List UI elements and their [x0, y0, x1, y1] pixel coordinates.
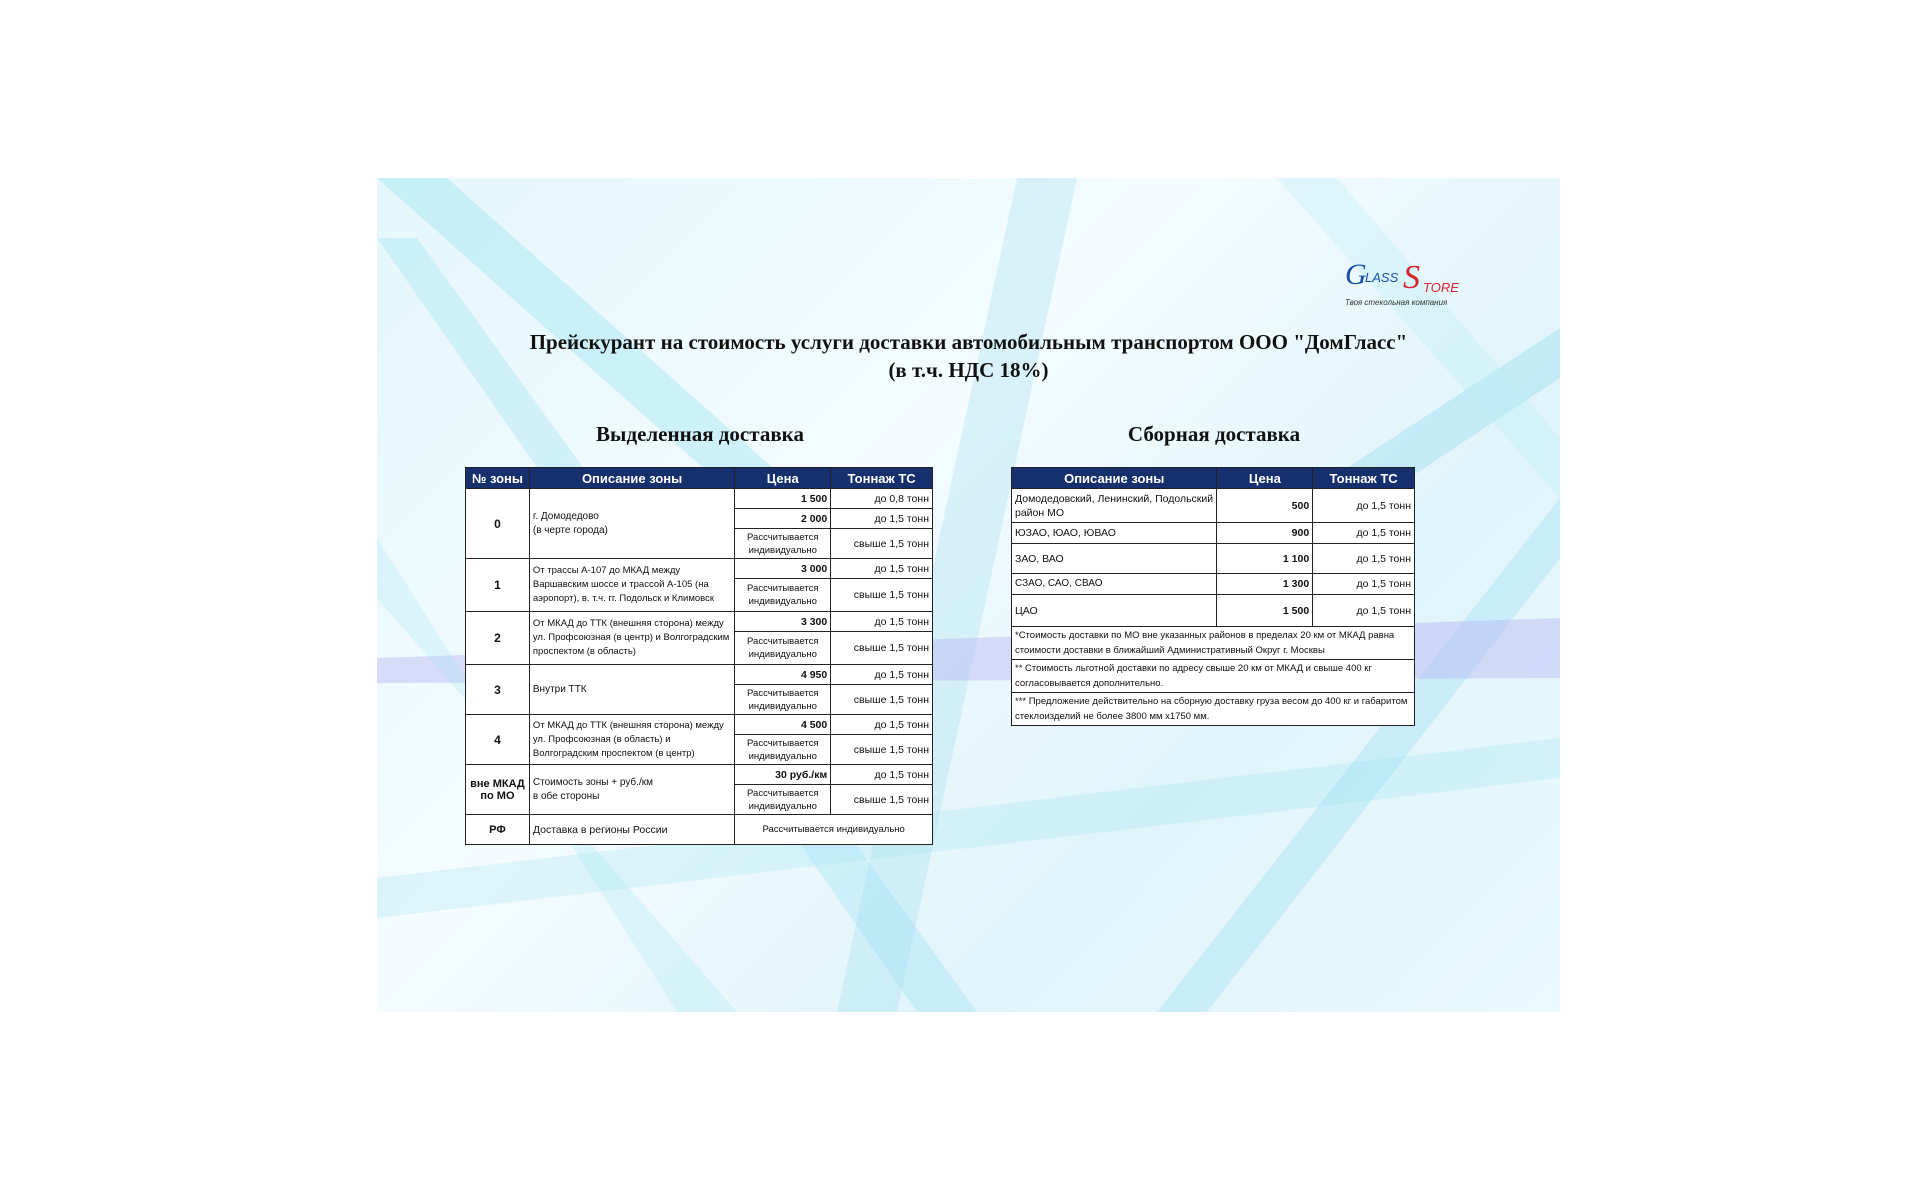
tonnage-cell: до 1,5 тонн	[831, 715, 933, 735]
individual-price-cell: Рассчитывается индивидуально	[735, 529, 831, 559]
svg-text:Твоя стекольная компания: Твоя стекольная компания	[1345, 298, 1448, 307]
column-header: Тоннаж ТС	[831, 468, 933, 489]
price-cell: 1 100	[1217, 544, 1313, 574]
table-row	[466, 815, 933, 845]
tonnage-cell: до 1,5 тонн	[831, 765, 933, 785]
price-cell: 3 300	[735, 612, 831, 632]
svg-text:S: S	[1403, 259, 1420, 296]
zone-description-note: (в черте города)	[532, 524, 608, 536]
zone-description: От МКАД до ТТК (внешняя сторона) между ул. Профсоюзная (в центр) и Волгоградским проспектом (в область)	[529, 612, 734, 665]
dedicated-delivery-table	[465, 467, 933, 845]
zone-number: 2	[466, 612, 530, 665]
table-row	[466, 559, 933, 579]
glassstore-logo	[1343, 250, 1483, 314]
zone-number: РФ	[466, 815, 530, 845]
price-cell: 4 500	[735, 715, 831, 735]
svg-text:TORE: TORE	[1423, 280, 1459, 295]
zone-description-main: г. Домодедово	[532, 510, 599, 522]
zone-number: 4	[466, 715, 530, 765]
price-cell: 900	[1217, 523, 1313, 544]
tonnage-cell: свыше 1,5 тонн	[831, 632, 933, 665]
group-delivery-heading: Сборная доставка	[1127, 422, 1301, 446]
table-row	[466, 489, 933, 509]
zone-description: Доставка в регионы России	[529, 815, 734, 845]
column-header: Описание зоны	[529, 468, 734, 489]
zone-number: 1	[466, 559, 530, 612]
zone-description-note: в обе стороны	[532, 790, 600, 802]
table-header-row	[466, 468, 933, 489]
group-delivery-table	[1011, 467, 1415, 726]
tonnage-cell: до 1,5 тонн	[1313, 595, 1415, 627]
individual-price-cell: Рассчитывается индивидуально	[735, 815, 933, 845]
zone-description: ЮЗАО, ЮАО, ЮВАО	[1012, 523, 1217, 544]
price-list-sheet	[377, 178, 1560, 1012]
page-title-line1: Прейскурант на стоимость услуги доставки автомобильным транспортом ООО "ДомГласс"	[529, 330, 1408, 354]
tonnage-cell: до 0,8 тонн	[831, 489, 933, 509]
footnote: *** Предложение действительно на сборную доставку груза весом до 400 кг и габаритом стеклоизделий не более 3800 мм х1750 мм.	[1012, 693, 1415, 726]
table-row	[466, 665, 933, 685]
table-row	[466, 715, 933, 735]
tonnage-cell: свыше 1,5 тонн	[831, 579, 933, 612]
zone-description: ЗАО, ВАО	[1012, 544, 1217, 574]
table-row	[1012, 574, 1415, 595]
table-row	[1012, 544, 1415, 574]
zone-number: 0	[466, 489, 530, 559]
zone-description: ЦАО	[1012, 595, 1217, 627]
table-header-row	[1012, 468, 1415, 489]
zone-description: Домодедовский, Ленинский, Подольский район МО	[1012, 489, 1217, 523]
tonnage-cell: свыше 1,5 тонн	[831, 735, 933, 765]
tonnage-cell: до 1,5 тонн	[1313, 574, 1415, 595]
logo-mark	[1343, 250, 1483, 314]
tonnage-cell: свыше 1,5 тонн	[831, 685, 933, 715]
svg-text:G: G	[1345, 258, 1367, 291]
price-cell: 1 300	[1217, 574, 1313, 595]
table-row	[1012, 627, 1415, 660]
dedicated-delivery-heading: Выделенная доставка	[596, 422, 804, 446]
footnote: *Стоимость доставки по МО вне указанных районов в пределах 20 км от МКАД равна стоимости доставки в ближайший Административный Округ г. Москвы	[1012, 627, 1415, 660]
zone-description: От трассы А-107 до МКАД между Варшавским шоссе и трассой А-105 (на аэропорт), в. т.ч. гг. Подольск и Климовск	[529, 559, 734, 612]
column-header: Тоннаж ТС	[1313, 468, 1415, 489]
price-cell: 30 руб./км	[735, 765, 831, 785]
column-header: Цена	[735, 468, 831, 489]
table-row	[1012, 693, 1415, 726]
price-cell: 3 000	[735, 559, 831, 579]
table-row	[1012, 660, 1415, 693]
page-title-line2: (в т.ч. НДС 18%)	[888, 358, 1049, 382]
zone-description: Внутри ТТК	[529, 665, 734, 715]
individual-price-cell: Рассчитывается индивидуально	[735, 735, 831, 765]
tonnage-cell: до 1,5 тонн	[831, 612, 933, 632]
tonnage-cell: до 1,5 тонн	[831, 509, 933, 529]
tonnage-cell: до 1,5 тонн	[1313, 523, 1415, 544]
individual-price-cell: Рассчитывается индивидуально	[735, 579, 831, 612]
zone-description-main: Стоимость зоны + руб./км	[532, 776, 653, 788]
price-cell: 2 000	[735, 509, 831, 529]
svg-text:LASS: LASS	[1365, 270, 1399, 285]
tonnage-cell: свыше 1,5 тонн	[831, 529, 933, 559]
individual-price-cell: Рассчитывается индивидуально	[735, 785, 831, 815]
zone-number: 3	[466, 665, 530, 715]
tonnage-cell: до 1,5 тонн	[1313, 544, 1415, 574]
zone-description: СЗАО, САО, СВАО	[1012, 574, 1217, 595]
individual-price-cell: Рассчитывается индивидуально	[735, 632, 831, 665]
tonnage-cell: свыше 1,5 тонн	[831, 785, 933, 815]
price-cell: 500	[1217, 489, 1313, 523]
price-cell: 1 500	[1217, 595, 1313, 627]
tonnage-cell: до 1,5 тонн	[831, 559, 933, 579]
price-cell: 1 500	[735, 489, 831, 509]
table-row	[1012, 489, 1415, 523]
column-header: Описание зоны	[1012, 468, 1217, 489]
table-row	[1012, 523, 1415, 544]
tonnage-cell: до 1,5 тонн	[831, 665, 933, 685]
zone-description	[529, 765, 734, 815]
price-cell: 4 950	[735, 665, 831, 685]
table-row	[1012, 595, 1415, 627]
column-header: № зоны	[466, 468, 530, 489]
zone-description: От МКАД до ТТК (внешняя сторона) между ул. Профсоюзная (в область) и Волгоградским проспектом (в центр)	[529, 715, 734, 765]
tonnage-cell: до 1,5 тонн	[1313, 489, 1415, 523]
column-header: Цена	[1217, 468, 1313, 489]
zone-number: вне МКАД по МО	[466, 765, 530, 815]
individual-price-cell: Рассчитывается индивидуально	[735, 685, 831, 715]
table-row	[466, 612, 933, 632]
zone-description	[529, 489, 734, 559]
footnote: ** Стоимость льготной доставки по адресу свыше 20 км от МКАД и свыше 400 кг согласовывается дополнительно.	[1012, 660, 1415, 693]
table-row	[466, 765, 933, 785]
